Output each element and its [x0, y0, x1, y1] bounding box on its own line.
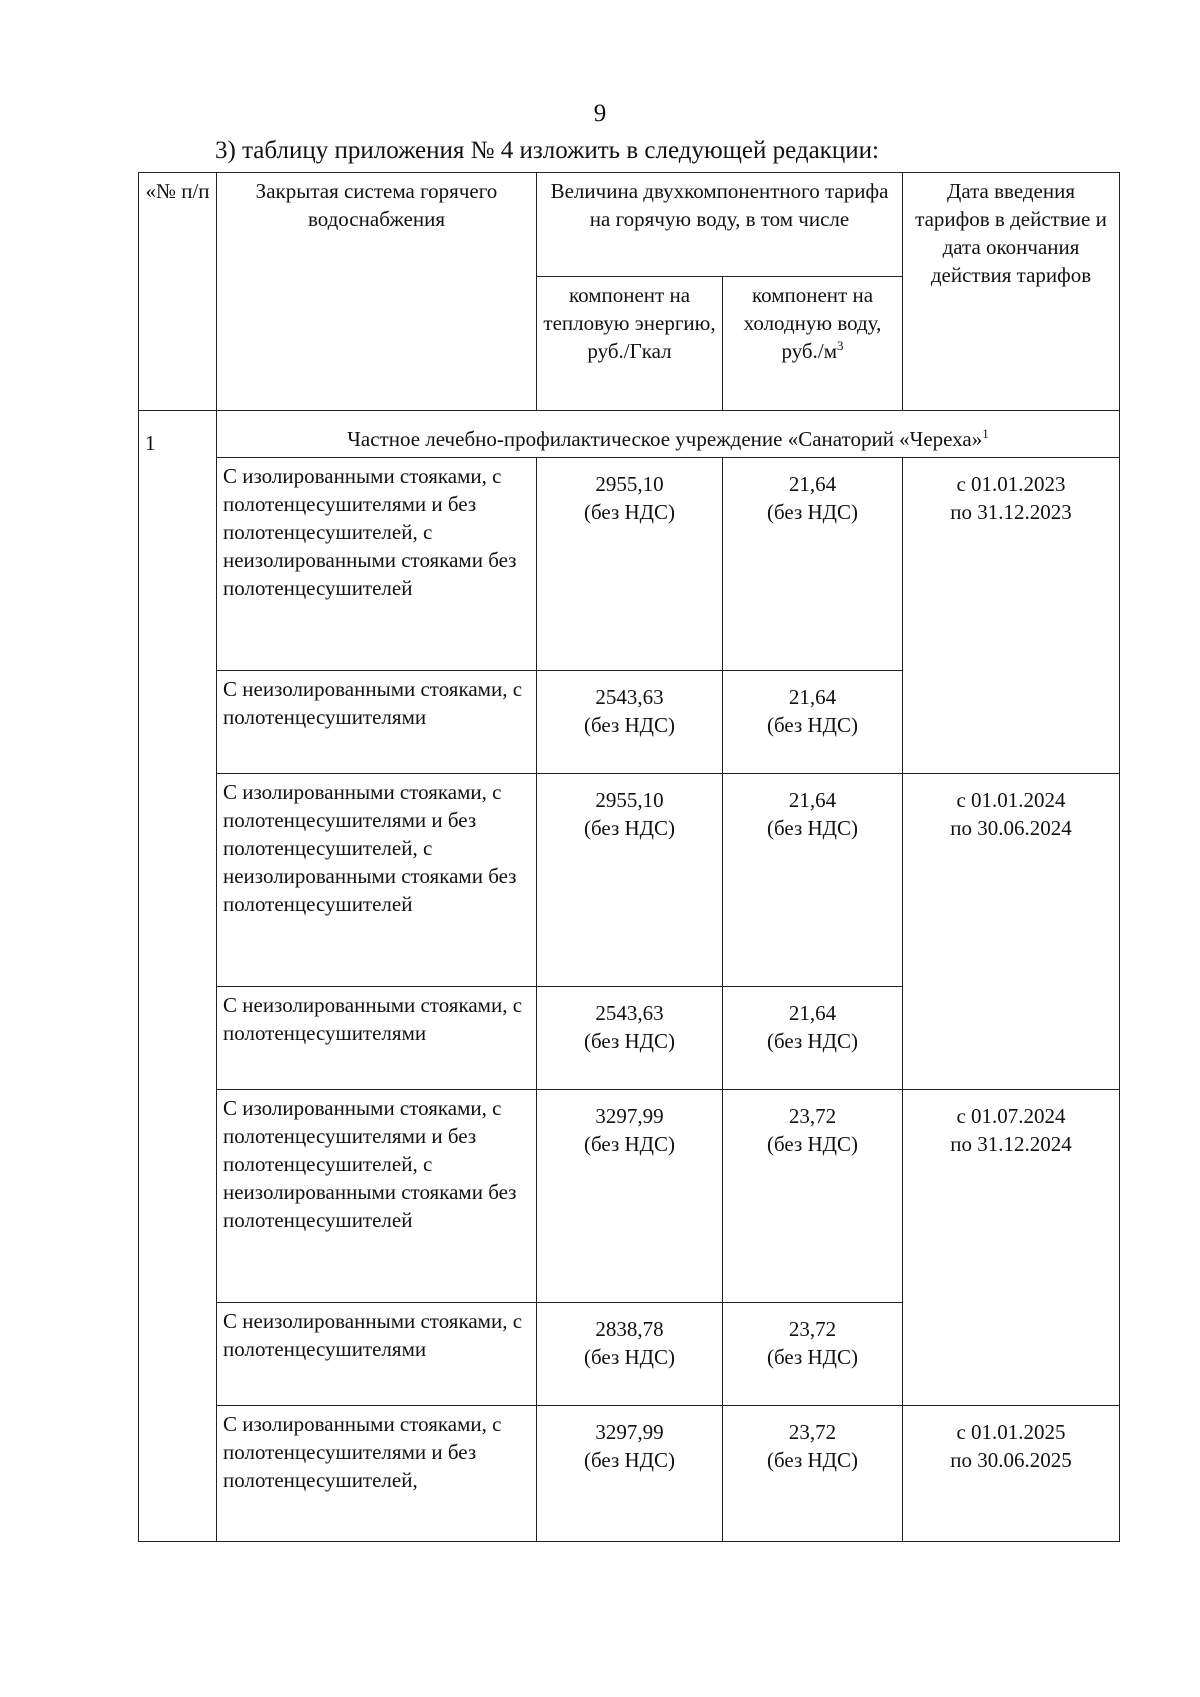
heat-note: (без НДС): [583, 1029, 675, 1053]
date-range-cell: [903, 1406, 1120, 1542]
heat-value: 2838,78: [595, 1317, 664, 1341]
date-to: по 31.12.2023: [950, 500, 1072, 524]
heat-value-cell: [537, 987, 723, 1090]
cold-value: 23,72: [788, 1104, 837, 1128]
system-description: С изолированными стояками, с полотенцесушителями и без полотенцесушителей,: [217, 1406, 537, 1542]
date-to: по 31.12.2024: [950, 1132, 1072, 1156]
heat-value-cell: [537, 1406, 723, 1542]
date-to: по 30.06.2025: [950, 1448, 1072, 1472]
cold-note: (без НДС): [766, 500, 858, 524]
heat-note: (без НДС): [583, 816, 675, 840]
heat-note: (без НДС): [583, 713, 675, 737]
heat-note: (без НДС): [583, 1448, 675, 1472]
header-number: «№ п/п: [139, 173, 217, 411]
cold-value-cell: [723, 1303, 903, 1406]
cold-note: (без НДС): [766, 713, 858, 737]
table-row: [139, 774, 1120, 987]
system-description: С неизолированными стояками, с полотенцесушителями: [217, 671, 537, 774]
date-from: с 01.01.2023: [956, 472, 1066, 496]
date-range-cell: [903, 1090, 1120, 1406]
date-from: с 01.01.2025: [956, 1420, 1066, 1444]
date-range-cell: [903, 774, 1120, 1090]
table-row: [139, 1406, 1120, 1542]
system-description: С изолированными стояками, с полотенцесушителями и без полотенцесушителей, с неизолированными стояками без полотенцесушителей: [217, 458, 537, 671]
heat-value: 2543,63: [595, 685, 664, 709]
cold-value-cell: [723, 1406, 903, 1542]
date-from: с 01.07.2024: [956, 1104, 1066, 1128]
cold-value-cell: [723, 987, 903, 1090]
date-from: с 01.01.2024: [956, 788, 1066, 812]
heat-value: 2543,63: [595, 1001, 664, 1025]
heat-value-cell: [537, 1303, 723, 1406]
organization-sup: 1: [982, 426, 989, 441]
date-to: по 30.06.2024: [950, 816, 1072, 840]
heat-value: 2955,10: [595, 788, 664, 812]
table-row: [139, 1090, 1120, 1303]
heat-note: (без НДС): [583, 500, 675, 524]
cold-value: 21,64: [788, 1001, 837, 1025]
cold-value-cell: [723, 458, 903, 671]
heat-value-cell: [537, 671, 723, 774]
system-description: С неизолированными стояками, с полотенцесушителями: [217, 987, 537, 1090]
heat-value: 2955,10: [595, 472, 664, 496]
cold-note: (без НДС): [766, 816, 858, 840]
header-cold-sup: 3: [837, 338, 844, 353]
table-header-row: [139, 173, 1120, 277]
system-description: С изолированными стояками, с полотенцесушителями и без полотенцесушителей, с неизолированными стояками без полотенцесушителей: [217, 1090, 537, 1303]
header-cold-text: компонент на холодную воду, руб./м: [743, 283, 882, 363]
cold-note: (без НДС): [766, 1448, 858, 1472]
heat-value: 3297,99: [595, 1104, 664, 1128]
header-system: Закрытая система горячего водоснабжения: [217, 173, 537, 411]
heat-value-cell: [537, 1090, 723, 1303]
header-heat-component: компонент на тепловую энергию, руб./Гкал: [537, 277, 723, 411]
cold-value-cell: [723, 774, 903, 987]
intro-text: 3) таблицу приложения № 4 изложить в следующей редакции:: [215, 137, 879, 164]
cold-value: 23,72: [788, 1317, 837, 1341]
heat-value-cell: [537, 774, 723, 987]
cold-value: 21,64: [788, 788, 837, 812]
heat-note: (без НДС): [583, 1132, 675, 1156]
cold-note: (без НДС): [766, 1345, 858, 1369]
cold-value: 23,72: [788, 1420, 837, 1444]
header-tariff: Величина двухкомпонентного тарифа на горячую воду, в том числе: [537, 173, 903, 277]
heat-value: 3297,99: [595, 1420, 664, 1444]
cold-value-cell: [723, 671, 903, 774]
organization-text: Частное лечебно-профилактическое учреждение «Санаторий «Череха»: [347, 427, 983, 451]
organization-name: [217, 411, 1120, 458]
cold-note: (без НДС): [766, 1132, 858, 1156]
system-description: С изолированными стояками, с полотенцесушителями и без полотенцесушителей, с неизолированными стояками без полотенцесушителей: [217, 774, 537, 987]
cold-note: (без НДС): [766, 1029, 858, 1053]
header-dates: Дата введения тарифов в действие и дата окончания действия тарифов: [903, 173, 1120, 411]
cold-value: 21,64: [788, 472, 837, 496]
page-number: 9: [593, 100, 607, 127]
header-cold-component: [723, 277, 903, 411]
system-description: С неизолированными стояками, с полотенцесушителями: [217, 1303, 537, 1406]
heat-note: (без НДС): [583, 1345, 675, 1369]
heat-value-cell: [537, 458, 723, 671]
cold-value-cell: [723, 1090, 903, 1303]
date-range-cell: [903, 458, 1120, 774]
row-number: 1: [139, 411, 217, 1542]
table-row: [139, 458, 1120, 671]
tariff-table: [138, 172, 1120, 1542]
organization-row: [139, 411, 1120, 458]
cold-value: 21,64: [788, 685, 837, 709]
